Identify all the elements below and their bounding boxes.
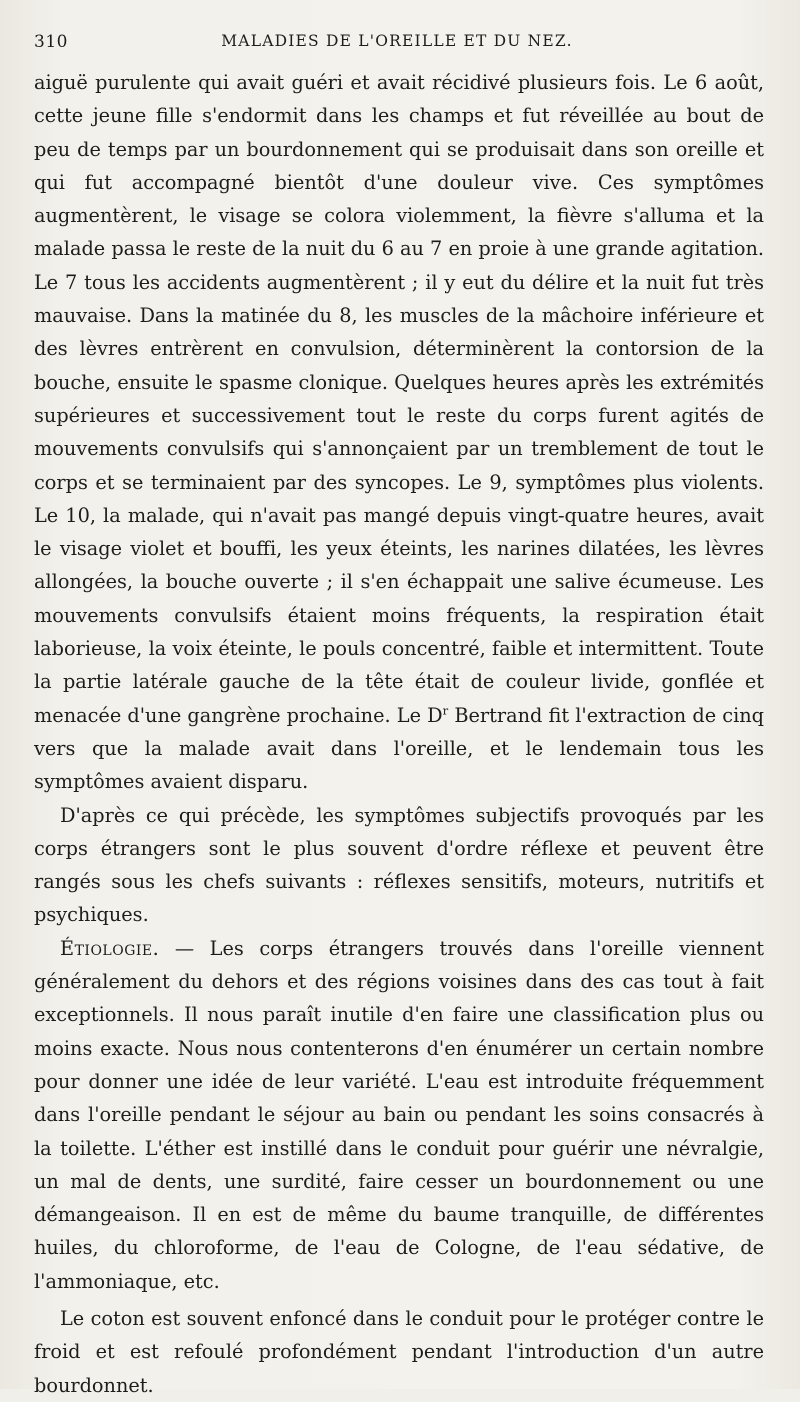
paragraph-etiology (34, 932, 764, 1298)
paragraph-cotton: Le coton est souvent enfoncé dans le conduit pour le protéger contre le froid et est refoulé profondément pendant l'introduction d'un autre bourdonnet. (34, 1306, 764, 1397)
page-header (34, 32, 760, 56)
paragraph-text: — Les corps étrangers trouvés dans l'oreille viennent généralement du dehors et des régions voisines dans des cas tout à fait exceptionnels. Il nous paraît inutile d'en faire une classification plus ou moins exacte. Nous nous contenterons d'en énumérer un certain nombre pour donner une idée de leur variété. L'eau est introduite fréquemment dans l'oreille pendant le séjour au bain ou pendant les soins consacrés à la toilette. L'éther est instillé dans le conduit pour guérir une névralgie, un mal de dents, une surdité, faire cesser un bourdonnement ou une démangeaison. Il en est de même du baume tranquille, de différentes huiles, du chloroforme, de l'eau de Cologne, de l'eau sédative, de l'ammoniaque, etc. (34, 936, 764, 1293)
section-heading-etiology: Étiologie. (60, 936, 160, 960)
paragraph-text: aiguë purulente qui avait guéri et avait récidivé plusieurs fois. Le 6 août, cette jeune fille s'endormit dans les champs et fut réveillée au bout de peu de temps par un bourdonnement qui se produisait dans son oreille et qui fut accompagné bientôt d'une douleur vive. Ces symptômes augmentèrent, le visage se colora violemment, la fièvre s'alluma et la malade passa le reste de la nuit du 6 au 7 en proie à une grande agitation. Le 7 tous les accidents augmentèrent ; il y eut du délire et la nuit fut très mauvaise. Dans la matinée du 8, les muscles de la mâchoire inférieure et des lèvres entrèrent en convulsion, déterminèrent la contorsion de la bouche, ensuite le spasme clonique. Quelques heures après les extrémités supérieures et successivement tout le reste du corps furent agités de mouvements convulsifs qui s'annonçaient par un tremblement de tout le corps et se terminaient par des syncopes. Le 9, symptômes plus violents. Le 10, la malade, qui n'avait pas mangé depuis vingt-quatre heures, avait le visage violet et bouffi, les yeux éteints, les narines dilatées, les lèvres allongées, la bouche ouverte ; il s'en échappait une salive écumeuse. Les mouvements convulsifs étaient moins fréquents, la respiration était laborieuse, la voix éteinte, le pouls concentré, faible et intermittent. Toute la partie latérale gauche de la tête était de couleur livide, gonflée et menacée d'une gangrène prochaine. Le D (34, 71, 764, 727)
paragraph-case-report (34, 66, 764, 799)
running-title: MALADIES DE L'OREILLE ET DU NEZ. (221, 32, 573, 50)
body-text (34, 66, 764, 1402)
paragraph-text-end: Bertrand fit l'extraction de cinq vers que la malade avait dans l'oreille, et le lendemain tous les symptômes avaient disparu. (34, 703, 764, 794)
paragraph-summary: D'après ce qui précède, les symptômes subjectifs provoqués par les corps étrangers sont le plus souvent d'ordre réflexe et peuvent être rangés sous les chefs suivants : réflexes sensitifs, moteurs, nutritifs et psychiques. (34, 803, 764, 927)
page-number: 310 (34, 32, 68, 52)
doctor-abbrev-sup: r (442, 703, 449, 718)
